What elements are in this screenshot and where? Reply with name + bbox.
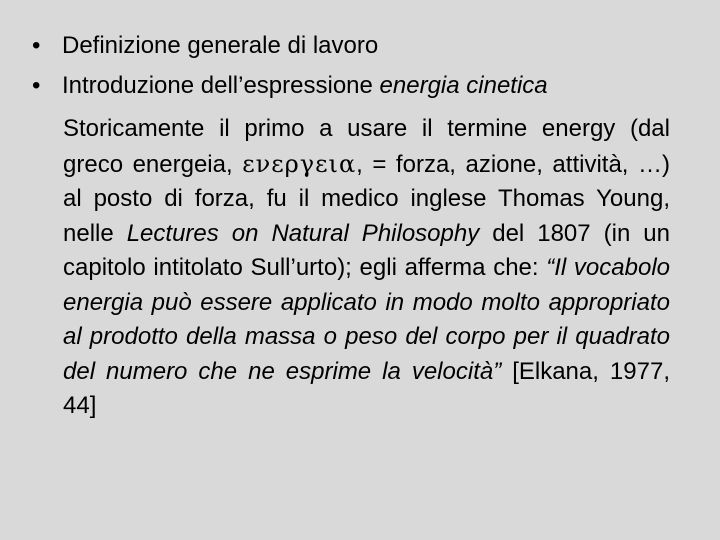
body-paragraph: [63, 112, 670, 424]
paragraph-text: Storicamente il primo a usare il termine energy (dal greco energeia,: [63, 115, 670, 178]
bullet-text-italic: energia cinetica: [379, 72, 548, 99]
bullet-text: Definizione generale di lavoro: [62, 32, 379, 59]
paragraph-text: del 1807 (in un capitolo intitolato Sull’urto); egli afferma che:: [63, 219, 670, 281]
bullet-item-2: [32, 72, 548, 100]
bullet-icon: •: [32, 32, 41, 59]
bullet-icon: •: [32, 72, 41, 99]
quotation: “Il vocabolo energia può essere applicato in modo molto appropriato al prodotto della massa o peso del corpo per il quadrato del numero che ne esprime la velocità”: [63, 254, 670, 385]
greek-word: ενεργεια: [242, 149, 357, 178]
citation: [Elkana, 1977, 44]: [63, 357, 670, 419]
bullet-item-1: [32, 32, 378, 60]
work-title: Lectures on Natural Philosophy: [126, 219, 480, 247]
paragraph-text: , = forza, azione, attività, …) al posto di forza, fu il medico inglese Thomas Young, nelle: [63, 150, 670, 247]
bullet-text: Introduzione dell’espressione: [62, 72, 380, 99]
